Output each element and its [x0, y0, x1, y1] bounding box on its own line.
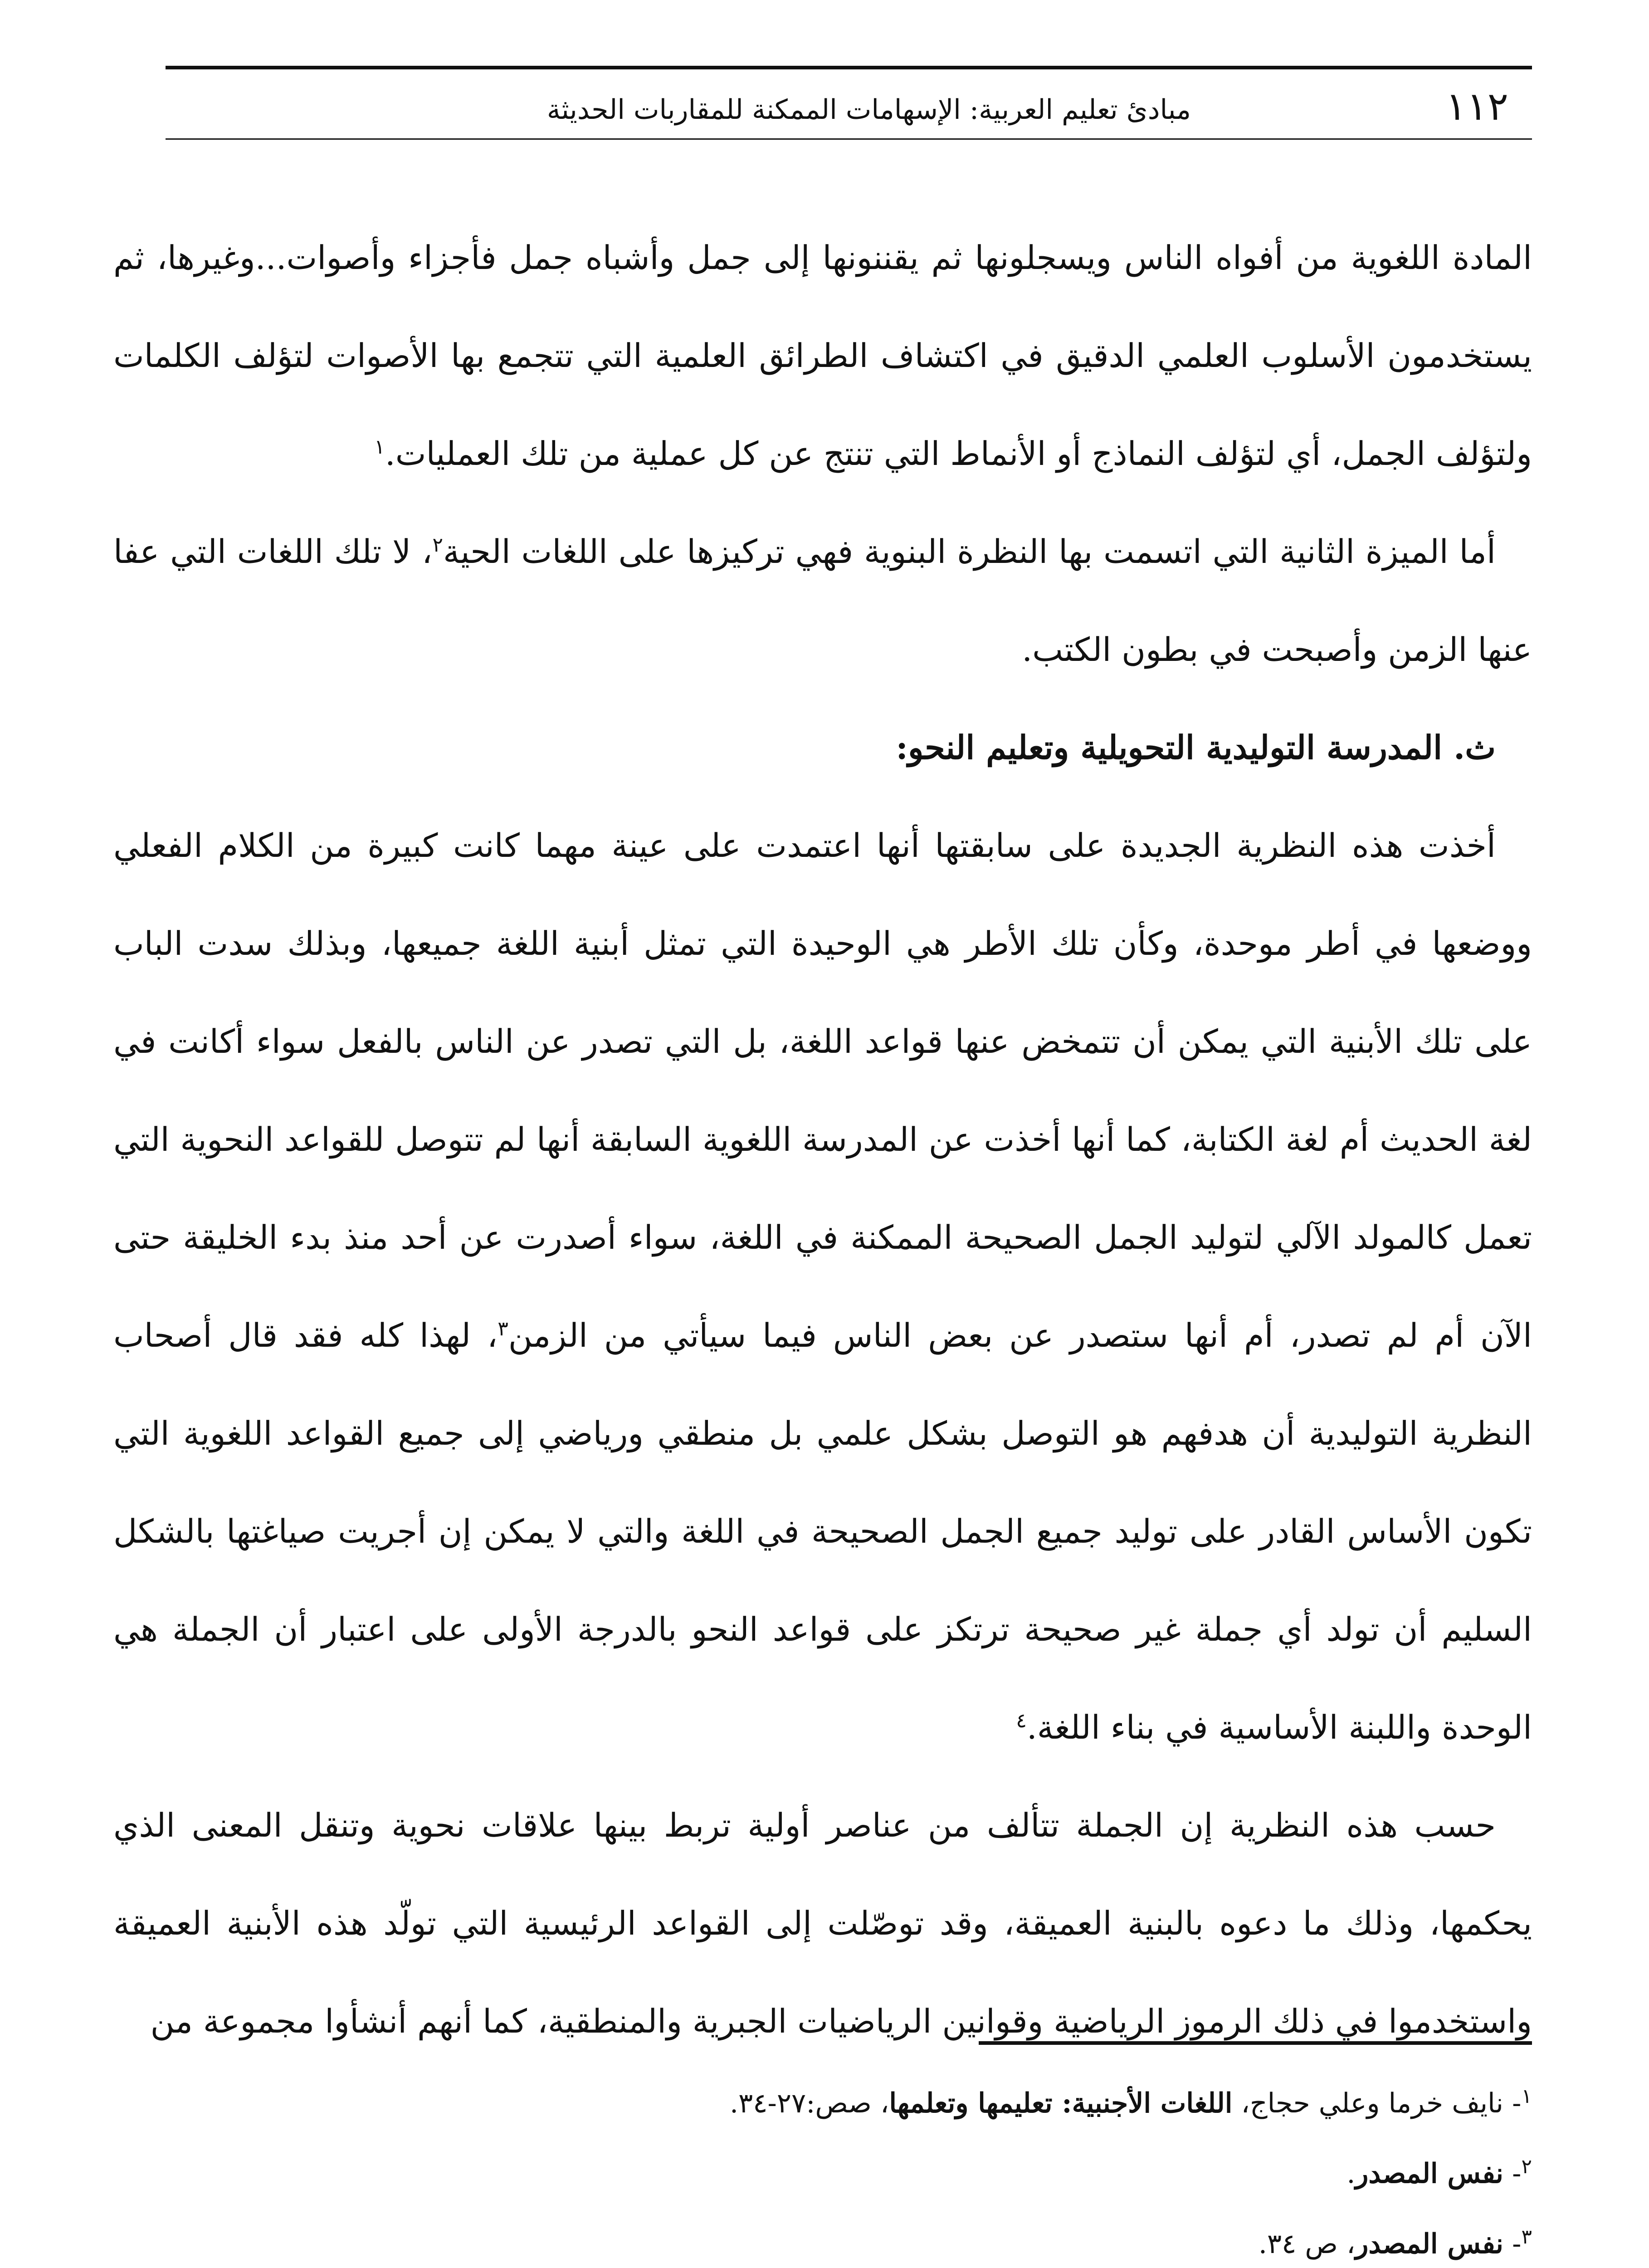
paragraph-4: حسب هذه النظرية إن الجملة تتألف من عناصر أولية تربط بينها علاقات نحوية وتنقل المعنى الذي يحكمها، وذلك ما دعوه بالبنية العميقة، وقد توصّلت إلى القواعد الرئيسية التي تولّد هذه الأبنية العميقة واستخدموا في ذلك الرموز الرياضية وقوانين الرياضيات الجبرية والمنطقية، كما أنهم أنشأوا مجموعة من	[113, 1806, 1532, 2040]
paragraph-1	[113, 209, 1532, 503]
footnote-ref-4: ٤	[1016, 1709, 1027, 1732]
footnote-text: -	[1503, 2158, 1522, 2190]
running-title: مبادئ تعليم العربية: الإسهامات الممكنة للمقاربات الحديثة	[546, 94, 1191, 126]
paragraph-1-text: المادة اللغوية من أفواه الناس ويسجلونها ثم يقننونها إلى جمل وأشباه جمل فأجزاء وأصوات...وغيرها، ثم يستخدمون الأسلوب العلمي الدقيق في اكتشاف الطرائق العلمية التي تتجمع بها الأصوات لتؤلف الكلمات ولتؤلف الجمل، أي لتؤلف النماذج أو الأنماط التي تنتج عن كل عملية من تلك العمليات.	[113, 239, 1532, 473]
footnote-text: ، صص:٢٧-٣٤.	[729, 2087, 889, 2119]
footnote-separator	[979, 2041, 1532, 2045]
footnote-ref-2: ٢	[432, 533, 443, 557]
paragraph-2-text-a: أما الميزة الثانية التي اتسمت بها النظرة البنوية فهي تركيزها على اللغات الحية	[443, 533, 1496, 571]
footnote-text: ، ص ٣٤.	[1258, 2228, 1356, 2260]
paragraph-3	[113, 797, 1532, 1776]
page-number: ١١٢	[1445, 84, 1508, 129]
footnote-ref-1: ١	[374, 435, 385, 459]
paragraph-3-text-a: أخذت هذه النظرية الجديدة على سابقتها أنها اعتمدت على عينة مهما كانت كبيرة من الكلام الفعلي ووضعها في أطر موحدة، وكأن تلك الأطر هي الوحيدة التي تمثل أبنية اللغة جميعها، وبذلك سدت الباب على تلك الأبنية التي يمكن أن تتمخض عنها قواعد اللغة، بل التي تصدر عن الناس بالفعل سواء أكانت في لغة الحديث أم لغة الكتابة، كما أنها أخذت عن المدرسة اللغوية السابقة أنها لم تتوصل للقواعد النحوية التي تعمل كالمولد الآلي لتوليد الجمل الصحيحة الممكنة في اللغة، سواء أصدرت عن أحد منذ بدء الخليقة حتى الآن أم لم تصدر، أم أنها ستصدر عن بعض الناس فيما سيأتي من الزمن	[113, 826, 1532, 1354]
footnote-3	[454, 2209, 1532, 2268]
footnote-text: .	[1347, 2158, 1356, 2190]
header-bottom-rule	[166, 138, 1532, 140]
paragraph-3-text-b: ، لهذا كله فقد قال أصحاب النظرية التوليدية أن هدفهم هو التوصل بشكل علمي بل منطقي ورياضي إلى جميع القواعد اللغوية التي تكون الأساس القادر على توليد جميع الجمل الصحيحة في اللغة والتي لا يمكن إن أجريت صياغتها بالشكل السليم أن تولد أي جملة غير صحيحة ترتكز على قواعد النحو بالدرجة الأولى على اعتبار أن الجملة هي الوحدة واللبنة الأساسية في بناء اللغة.	[113, 1316, 1532, 1746]
body-text	[113, 209, 1532, 2070]
footnote-1	[454, 2068, 1532, 2139]
paragraph-2	[113, 503, 1532, 699]
footnote-title: نفس المصدر	[1355, 2158, 1503, 2190]
header-top-rule	[166, 66, 1532, 69]
footnote-number: ٣	[1521, 2225, 1532, 2248]
section-heading: ث. المدرسة التوليدية التحويلية وتعليم النحو:	[896, 728, 1496, 767]
footnote-text: - نايف خرما وعلي حجاج،	[1232, 2087, 1522, 2119]
footnote-number: ٢	[1521, 2155, 1532, 2178]
footnote-2	[454, 2139, 1532, 2209]
footnote-ref-3: ٣	[498, 1317, 508, 1340]
footnote-number: ١	[1521, 2085, 1532, 2108]
footnotes	[454, 2068, 1532, 2268]
footnote-text: -	[1503, 2228, 1522, 2260]
paragraph-2-text-b: ، لا تلك اللغات التي عفا عنها الزمن وأصبحت في بطون الكتب.	[113, 533, 1532, 669]
footnote-title: نفس المصدر	[1355, 2228, 1503, 2260]
footnote-title: اللغات الأجنبية: تعليمها وتعلمها	[889, 2087, 1233, 2119]
